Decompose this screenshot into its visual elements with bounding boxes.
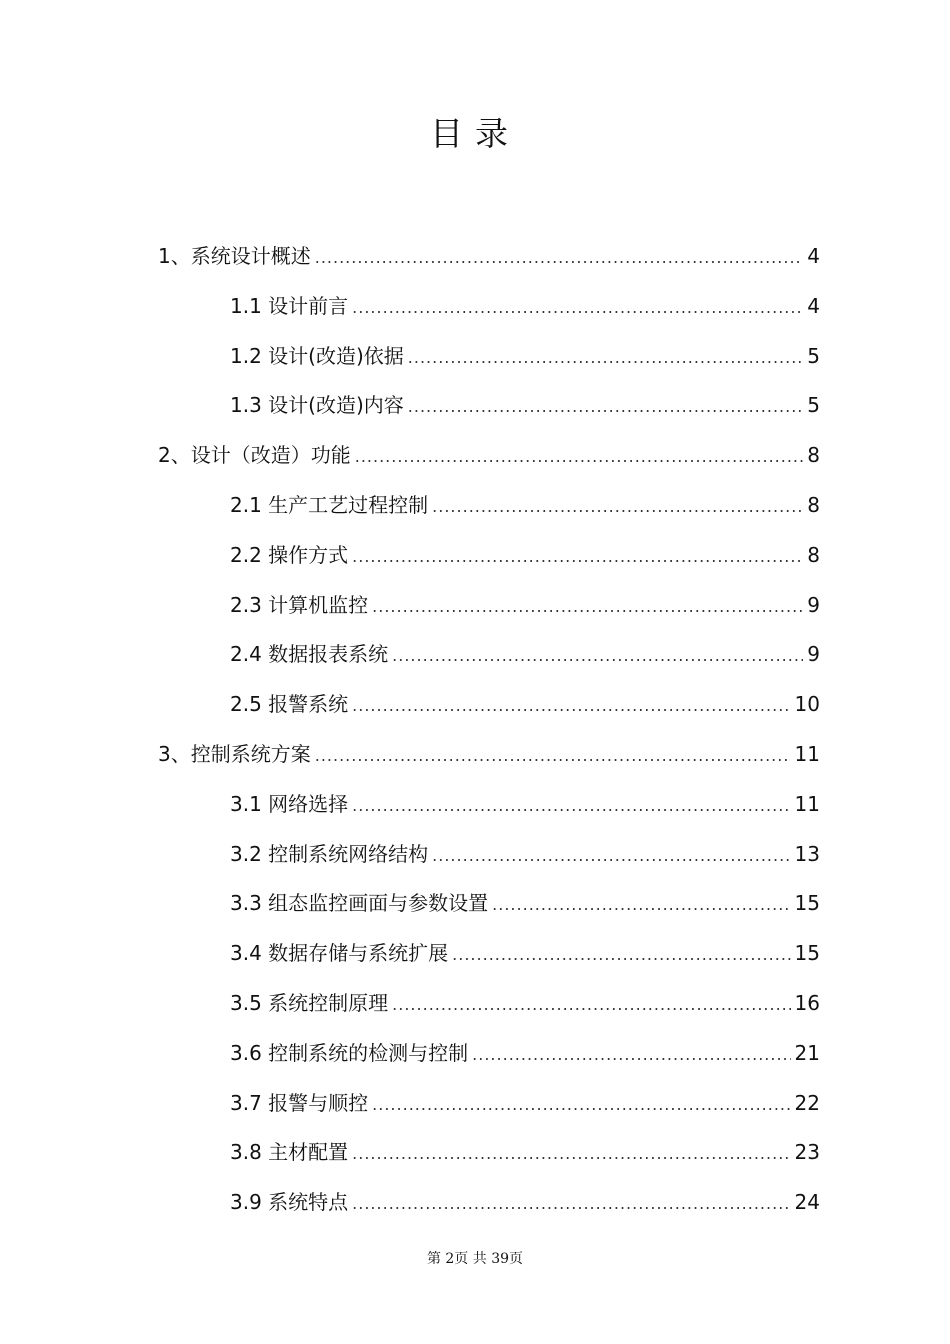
toc-dot-leader [352,293,803,323]
toc-entry-label: 1、系统设计概述 [158,244,311,268]
toc-dot-leader [352,542,803,572]
toc-entry-label: 3.4 数据存储与系统扩展 [230,941,449,965]
toc-entry[interactable] [230,590,820,620]
toc-entry-page-number: 15 [794,891,820,915]
toc-entry-label: 2.3 计算机监控 [230,593,369,617]
toc-entry-page-number: 4 [807,244,820,268]
toc-entry-label: 3.1 网络选择 [230,792,349,816]
toc-entry-label: 3.8 主材配置 [230,1140,349,1164]
toc-entry-label: 3.6 控制系统的检测与控制 [230,1041,469,1065]
toc-entry-label: 2.2 操作方式 [230,543,349,567]
toc-entry-page-number: 24 [794,1190,820,1214]
toc-dot-leader [492,890,790,920]
toc-dot-leader [432,492,803,522]
toc-dot-leader [392,641,803,671]
toc-entry-label: 3.5 系统控制原理 [230,991,389,1015]
toc-entry-page-number: 11 [794,742,820,766]
toc-entry[interactable] [230,291,820,321]
toc-entry-page-number: 8 [807,443,820,467]
toc-entry[interactable] [230,839,820,869]
toc-entry[interactable] [230,689,820,719]
page-title: 目录 [430,114,520,153]
toc-entry-page-number: 10 [794,692,820,716]
toc-dot-leader [315,741,791,771]
toc-entry-page-number: 8 [807,543,820,567]
toc-dot-leader [352,691,790,721]
toc-entry[interactable] [230,390,820,420]
toc-dot-leader [352,1139,790,1169]
toc-entry[interactable] [230,1038,820,1068]
toc-entry-label: 2、设计（改造）功能 [158,443,351,467]
toc-entry[interactable] [230,1187,820,1217]
toc-entry[interactable] [158,440,820,470]
toc-entry-label: 3、控制系统方案 [158,742,311,766]
toc-entry-page-number: 22 [794,1091,820,1115]
toc-entry-label: 1.1 设计前言 [230,294,349,318]
toc-dot-leader [352,791,790,821]
toc-entry-label: 3.7 报警与顺控 [230,1091,369,1115]
toc-entry[interactable] [230,1137,820,1167]
toc-entry[interactable] [230,1088,820,1118]
toc-entry-page-number: 15 [794,941,820,965]
toc-dot-leader [472,1040,790,1070]
toc-entry[interactable] [230,988,820,1018]
toc-entry-page-number: 13 [794,842,820,866]
toc-entry[interactable] [230,888,820,918]
toc-entry[interactable] [158,241,820,271]
page-footer: 第 2页 共 39页 [426,1251,524,1267]
toc-entry-label: 3.3 组态监控画面与参数设置 [230,891,489,915]
toc-dot-leader [372,1090,790,1120]
toc-entry-page-number: 9 [807,593,820,617]
toc-entry-label: 3.9 系统特点 [230,1190,349,1214]
toc-dot-leader [432,841,790,871]
toc-entry-page-number: 9 [807,642,820,666]
toc-dot-leader [315,243,804,273]
toc-dot-leader [355,442,804,472]
toc-dot-leader [372,592,803,622]
toc-entry-page-number: 21 [794,1041,820,1065]
toc-entry-label: 2.4 数据报表系统 [230,642,389,666]
toc-entry[interactable] [230,540,820,570]
toc-entry-label: 3.2 控制系统网络结构 [230,842,429,866]
toc-dot-leader [408,392,803,422]
toc-dot-leader [452,940,790,970]
toc-dot-leader [392,990,790,1020]
toc-dot-leader [352,1189,790,1219]
toc-entry-page-number: 4 [807,294,820,318]
toc-entry[interactable] [230,341,820,371]
toc-entry-label: 2.1 生产工艺过程控制 [230,493,429,517]
toc-entry[interactable] [230,789,820,819]
toc-entry-label: 1.2 设计(改造)依据 [230,344,404,368]
toc-entry-label: 1.3 设计(改造)内容 [230,393,404,417]
toc-entry[interactable] [230,938,820,968]
toc-entry[interactable] [230,639,820,669]
toc-entry-page-number: 16 [794,991,820,1015]
toc-entry-label: 2.5 报警系统 [230,692,349,716]
toc-dot-leader [408,343,803,373]
toc-entry[interactable] [158,739,820,769]
toc-entry-page-number: 5 [807,344,820,368]
toc-entry-page-number: 8 [807,493,820,517]
toc-entry[interactable] [230,490,820,520]
toc-entry-page-number: 5 [807,393,820,417]
toc-entry-page-number: 11 [794,792,820,816]
toc-entry-page-number: 23 [794,1140,820,1164]
